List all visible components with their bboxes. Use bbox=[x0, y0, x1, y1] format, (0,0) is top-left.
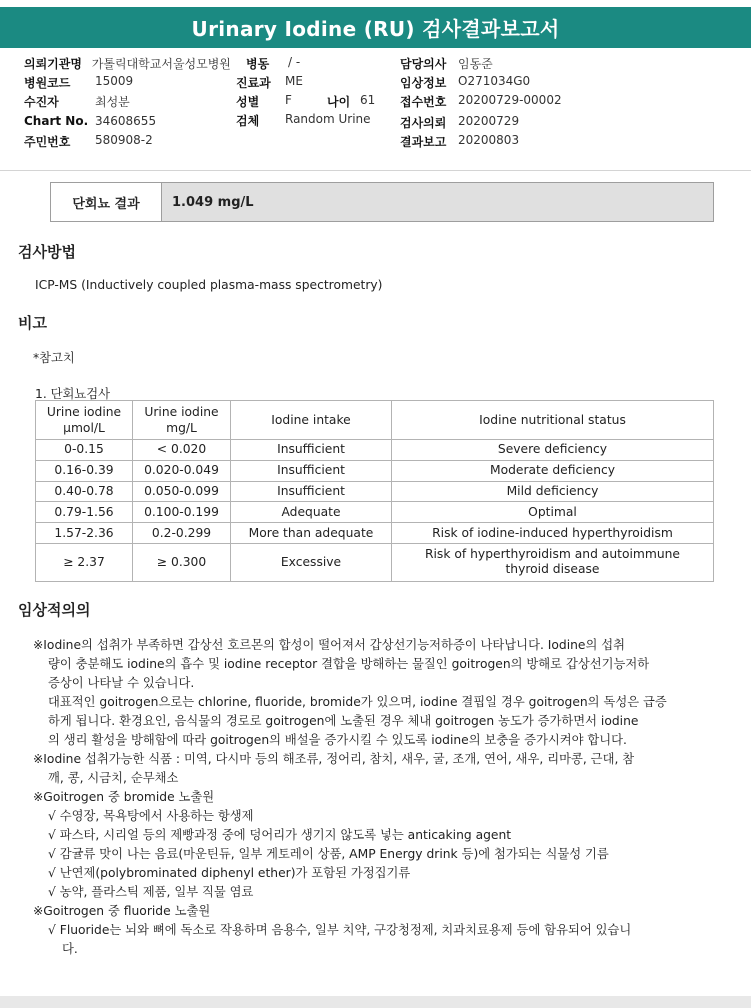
specimen-row bbox=[236, 112, 371, 130]
table-cell: Risk of hyperthyroidism and autoimmune thyroid disease bbox=[392, 543, 714, 581]
table-cell: 0.2-0.299 bbox=[133, 523, 231, 544]
receipt-no-value: 20200729-00002 bbox=[458, 93, 562, 107]
report-date-label: 결과보고 bbox=[400, 135, 447, 149]
report-title-bar bbox=[0, 7, 751, 48]
doctor-row bbox=[400, 55, 493, 73]
table-cell: Adequate bbox=[231, 502, 392, 523]
specimen-value: Random Urine bbox=[285, 112, 371, 126]
specimen-label: 검체 bbox=[236, 114, 260, 128]
table-cell: More than adequate bbox=[231, 523, 392, 544]
reference-table bbox=[35, 400, 714, 582]
table-header-cell: Iodine intake bbox=[231, 401, 392, 440]
table-cell: 0.050-0.099 bbox=[133, 481, 231, 502]
header-divider bbox=[0, 170, 751, 171]
doctor-label: 담당의사 bbox=[400, 57, 447, 71]
receipt-no-label: 접수번호 bbox=[400, 95, 447, 109]
table-cell: 0.16-0.39 bbox=[36, 460, 133, 481]
clinical-paragraph: ※Goitrogen 중 fluoride 노출원 bbox=[33, 904, 211, 918]
remarks-heading: 비고 bbox=[18, 314, 47, 332]
department-row bbox=[236, 74, 303, 92]
table-cell: 0.79-1.56 bbox=[36, 502, 133, 523]
table-cell: Moderate deficiency bbox=[392, 460, 714, 481]
hospital-code-row bbox=[24, 74, 134, 92]
ward-row bbox=[246, 55, 301, 73]
department-label: 진료과 bbox=[236, 76, 271, 90]
institution-label: 의뢰기관명 bbox=[24, 57, 82, 71]
table-cell: ≥ 2.37 bbox=[36, 543, 133, 581]
sex-age-row bbox=[236, 93, 376, 111]
chart-no-row bbox=[24, 114, 157, 132]
table-cell: Optimal bbox=[392, 502, 714, 523]
reference-label: *참고치 bbox=[33, 351, 75, 365]
request-date-value: 20200729 bbox=[458, 114, 520, 128]
table-row bbox=[36, 502, 714, 523]
clinical-significance-text bbox=[33, 636, 708, 959]
checklist-item: √ Fluoride는 뇌와 뼈에 독소로 작용하며 음용수, 일부 치약, 구강청정제, 치과치료용제 등에 함유되어 있습니 다. bbox=[48, 923, 632, 956]
sex-label: 성별 bbox=[236, 95, 260, 109]
table-row bbox=[36, 543, 714, 581]
table-cell: Insufficient bbox=[231, 481, 392, 502]
table-row bbox=[36, 440, 714, 461]
table-cell: 0.100-0.199 bbox=[133, 502, 231, 523]
doctor-value: 임동준 bbox=[458, 57, 493, 71]
report-title: Urinary Iodine (RU) 검사결과보고서 bbox=[191, 17, 560, 41]
table-header-cell: Iodine nutritional status bbox=[392, 401, 714, 440]
request-date-row bbox=[400, 114, 520, 132]
table-cell: 0.020-0.049 bbox=[133, 460, 231, 481]
chart-no-value: 34608655 bbox=[95, 114, 157, 128]
resident-no-label: 주민번호 bbox=[24, 135, 71, 149]
table-cell: ≥ 0.300 bbox=[133, 543, 231, 581]
resident-no-row bbox=[24, 133, 153, 151]
table-cell: Risk of iodine-induced hyperthyroidism bbox=[392, 523, 714, 544]
table-cell: 0.40-0.78 bbox=[36, 481, 133, 502]
table-cell: < 0.020 bbox=[133, 440, 231, 461]
hospital-code-label: 병원코드 bbox=[24, 76, 71, 90]
table-title: 1. 단회뇨검사 bbox=[35, 387, 111, 401]
method-text: ICP-MS (Inductively coupled plasma-mass spectrometry) bbox=[35, 278, 383, 292]
age-value: 61 bbox=[360, 93, 376, 107]
chart-no-label: Chart No. bbox=[24, 114, 89, 128]
table-cell: 1.57-2.36 bbox=[36, 523, 133, 544]
age-label: 나이 bbox=[327, 95, 351, 109]
department-value: ME bbox=[285, 74, 303, 88]
table-cell: 0-0.15 bbox=[36, 440, 133, 461]
checklist-item: √ 파스타, 시리얼 등의 제빵과정 중에 덩어리가 생기지 않도록 넣는 anticaking agent bbox=[48, 828, 512, 842]
patient-row bbox=[24, 93, 130, 111]
institution-row bbox=[24, 55, 231, 73]
bottom-bar bbox=[0, 996, 751, 1008]
patient-value: 최성분 bbox=[95, 95, 130, 109]
checklist-item: √ 난연제(polybrominated diphenyl ether)가 포함된 가정집기류 bbox=[48, 866, 411, 880]
table-cell: Mild deficiency bbox=[392, 481, 714, 502]
ward-label: 병동 bbox=[246, 57, 270, 71]
result-label: 단회뇨 결과 bbox=[51, 183, 162, 221]
clinical-info-value: O271034G0 bbox=[458, 74, 531, 88]
clinical-info-label: 임상정보 bbox=[400, 76, 447, 90]
clinical-paragraph: ※Goitrogen 중 bromide 노출원 bbox=[33, 790, 215, 804]
method-heading: 검사방법 bbox=[18, 243, 76, 261]
table-cell: Insufficient bbox=[231, 460, 392, 481]
table-row bbox=[36, 523, 714, 544]
table-cell: Insufficient bbox=[231, 440, 392, 461]
clinical-paragraph: ※Iodine의 섭취가 부족하면 갑상선 호르몬의 합성이 떨어져서 갑상선기능저하증이 나타납니다. Iodine의 섭취 량이 충분해도 iodine의 흡수 및 iodine receptor 결합을 방해하는 물질인 goitrogen의 방해로 갑상선기능저하 증상이 나타날 수 있습니다. bbox=[33, 638, 650, 690]
hospital-code-value: 15009 bbox=[95, 74, 134, 88]
institution-value: 가톨릭대학교서울성모병원 bbox=[91, 57, 231, 71]
table-header-cell: Urine iodine mg/L bbox=[133, 401, 231, 440]
report-date-row bbox=[400, 133, 520, 151]
ward-value: / - bbox=[288, 55, 301, 69]
clinical-info-row bbox=[400, 74, 531, 92]
report-date-value: 20200803 bbox=[458, 133, 520, 147]
checklist-item: √ 감귤류 맛이 나는 음료(마운틴듀, 일부 게토레이 상품, AMP Energy drink 등)에 첨가되는 식물성 기름 bbox=[48, 847, 609, 861]
table-row bbox=[36, 460, 714, 481]
result-value: 1.049 mg/L bbox=[162, 183, 713, 221]
clinical-paragraph: ※Iodine 섭취가능한 식품 : 미역, 다시마 등의 해조류, 정어리, 참치, 새우, 굴, 조개, 연어, 새우, 리마콩, 근대, 참 깨, 콩, 시금치, 순무채소 bbox=[33, 752, 635, 785]
table-header-row bbox=[36, 401, 714, 440]
clinical-heading: 임상적의의 bbox=[18, 601, 91, 619]
clinical-paragraph: 대표적인 goitrogen으로는 chlorine, fluoride, bromide가 있으며, iodine 결핍일 경우 goitrogen의 독성은 급증 하게 됩니다. 환경요인, 음식물의 경로로 goitrogen에 노출된 경우 체내 goitrogen 농도가 증가하면서 iodine 의 생리 활성을 방해함에 따라 goitrogen의 배설을 증가시킬 수 있도록 iodine의 보충을 증가시켜야 합니다. bbox=[48, 695, 667, 747]
request-date-label: 검사의뢰 bbox=[400, 116, 447, 130]
table-header-cell: Urine iodine μmol/L bbox=[36, 401, 133, 440]
result-box bbox=[50, 182, 714, 222]
checklist-item: √ 농약, 플라스틱 제품, 일부 직물 염료 bbox=[48, 885, 254, 899]
resident-no-value: 580908-2 bbox=[95, 133, 153, 147]
checklist-item: √ 수영장, 목욕탕에서 사용하는 항생제 bbox=[48, 809, 254, 823]
table-cell: Excessive bbox=[231, 543, 392, 581]
sex-value: F bbox=[285, 93, 292, 107]
receipt-no-row bbox=[400, 93, 562, 111]
table-row bbox=[36, 481, 714, 502]
patient-label: 수진자 bbox=[24, 95, 59, 109]
table-cell: Severe deficiency bbox=[392, 440, 714, 461]
